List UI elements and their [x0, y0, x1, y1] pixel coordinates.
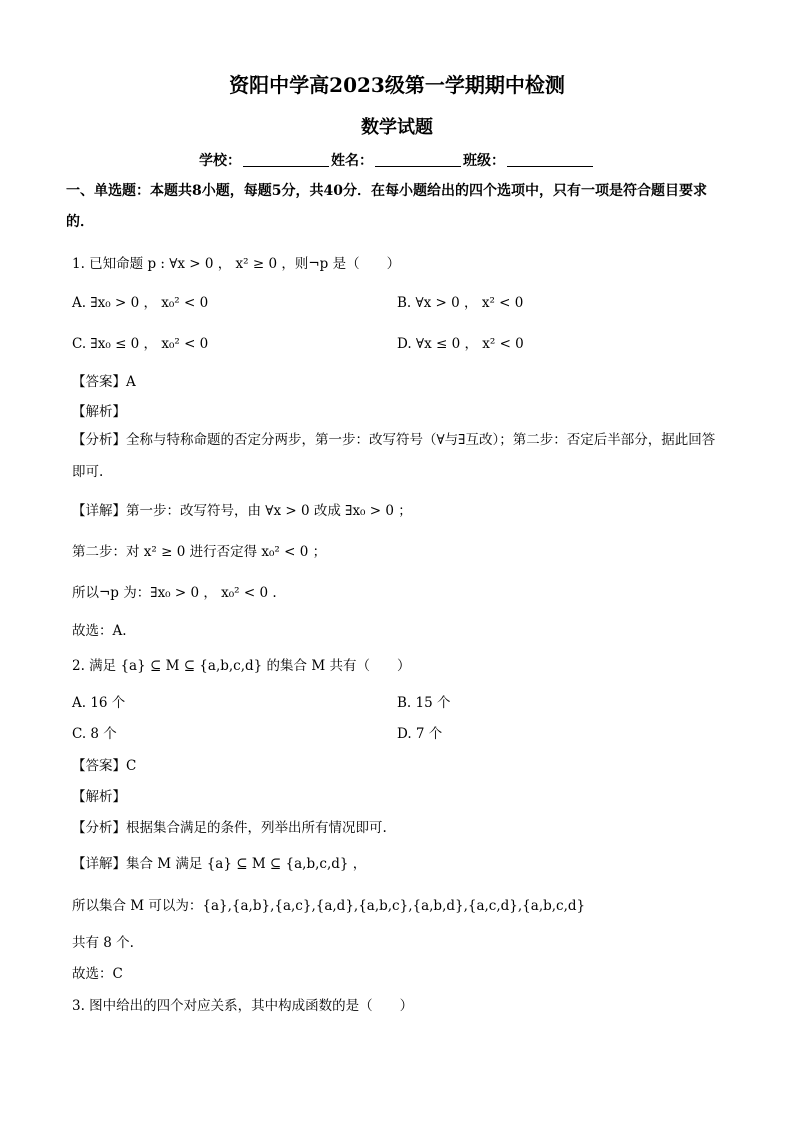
- q1-detail-3: 所以¬p 为：∃x₀ > 0 ， x₀² < 0 .: [72, 585, 277, 601]
- q2-analysis: 【分析】根据集合满足的条件，列举出所有情况即可.: [72, 820, 387, 836]
- q1-stem: 1. 已知命题 p : ∀x > 0 ， x² ≥ 0 ，则¬p 是（ ）: [72, 256, 401, 272]
- q2-stem: 2. 满足 {a} ⊆ M ⊆ {a,b,c,d} 的集合 M 共有（ ）: [72, 658, 411, 674]
- school-label: 学校：: [199, 153, 241, 169]
- q2-option-c: C. 8 个: [72, 726, 117, 742]
- q1-analysis-title: 【解析】: [72, 404, 126, 420]
- name-blank: [375, 165, 461, 167]
- q1-detail-2: 第二步：对 x² ≥ 0 进行否定得 x₀² < 0 ；: [72, 544, 327, 560]
- q2-detail-1: 【详解】集合 M 满足 {a} ⊆ M ⊆ {a,b,c,d} ，: [72, 856, 367, 872]
- q1-analysis: 【分析】全称与特称命题的否定分两步，第一步：改写符号（∀与∃互改）；第二步：否定后半部分，据此回答即可.: [72, 432, 716, 480]
- q2-analysis-title: 【解析】: [72, 789, 126, 805]
- q2-conclusion: 故选：C: [72, 966, 123, 982]
- q2-option-d: D. 7 个: [397, 726, 443, 742]
- q1-option-b: B. ∀x > 0 ， x² < 0: [397, 295, 524, 311]
- class-label: 班级：: [463, 153, 505, 169]
- school-blank: [243, 165, 329, 167]
- q1-answer: 【答案】A: [72, 374, 136, 390]
- class-blank: [507, 165, 593, 167]
- q1-option-c: C. ∃x₀ ≤ 0 ， x₀² < 0: [72, 336, 209, 352]
- q1-conclusion: 故选：A.: [72, 623, 127, 639]
- q1-option-a: A. ∃x₀ > 0 ， x₀² < 0: [72, 295, 209, 311]
- q2-option-b: B. 15 个: [397, 695, 451, 711]
- q2-option-a: A. 16 个: [72, 695, 126, 711]
- student-info-line: [0, 150, 794, 170]
- q2-detail-2: 所以集合 M 可以为：{a},{a,b},{a,c},{a,d},{a,b,c},{a,b,d},{a,c,d},{a,b,c,d}: [72, 898, 586, 914]
- page-title: 资阳中学高2023级第一学期期中检测: [229, 73, 565, 97]
- name-label: 姓名：: [331, 153, 373, 169]
- q1-option-d: D. ∀x ≤ 0 ， x² < 0: [397, 336, 524, 352]
- section-heading: 一、单选题：本题共8小题，每题5分，共40分．在每小题给出的四个选项中，只有一项是符合题目要求的．: [66, 183, 707, 230]
- page-subtitle: 数学试题: [361, 117, 433, 138]
- q2-answer: 【答案】C: [72, 758, 137, 774]
- q3-stem: 3. 图中给出的四个对应关系，其中构成函数的是（ ）: [72, 998, 414, 1014]
- q2-detail-3: 共有 8 个.: [72, 935, 134, 951]
- q1-detail-1: 【详解】第一步：改写符号，由 ∀x > 0 改成 ∃x₀ > 0 ；: [72, 503, 412, 519]
